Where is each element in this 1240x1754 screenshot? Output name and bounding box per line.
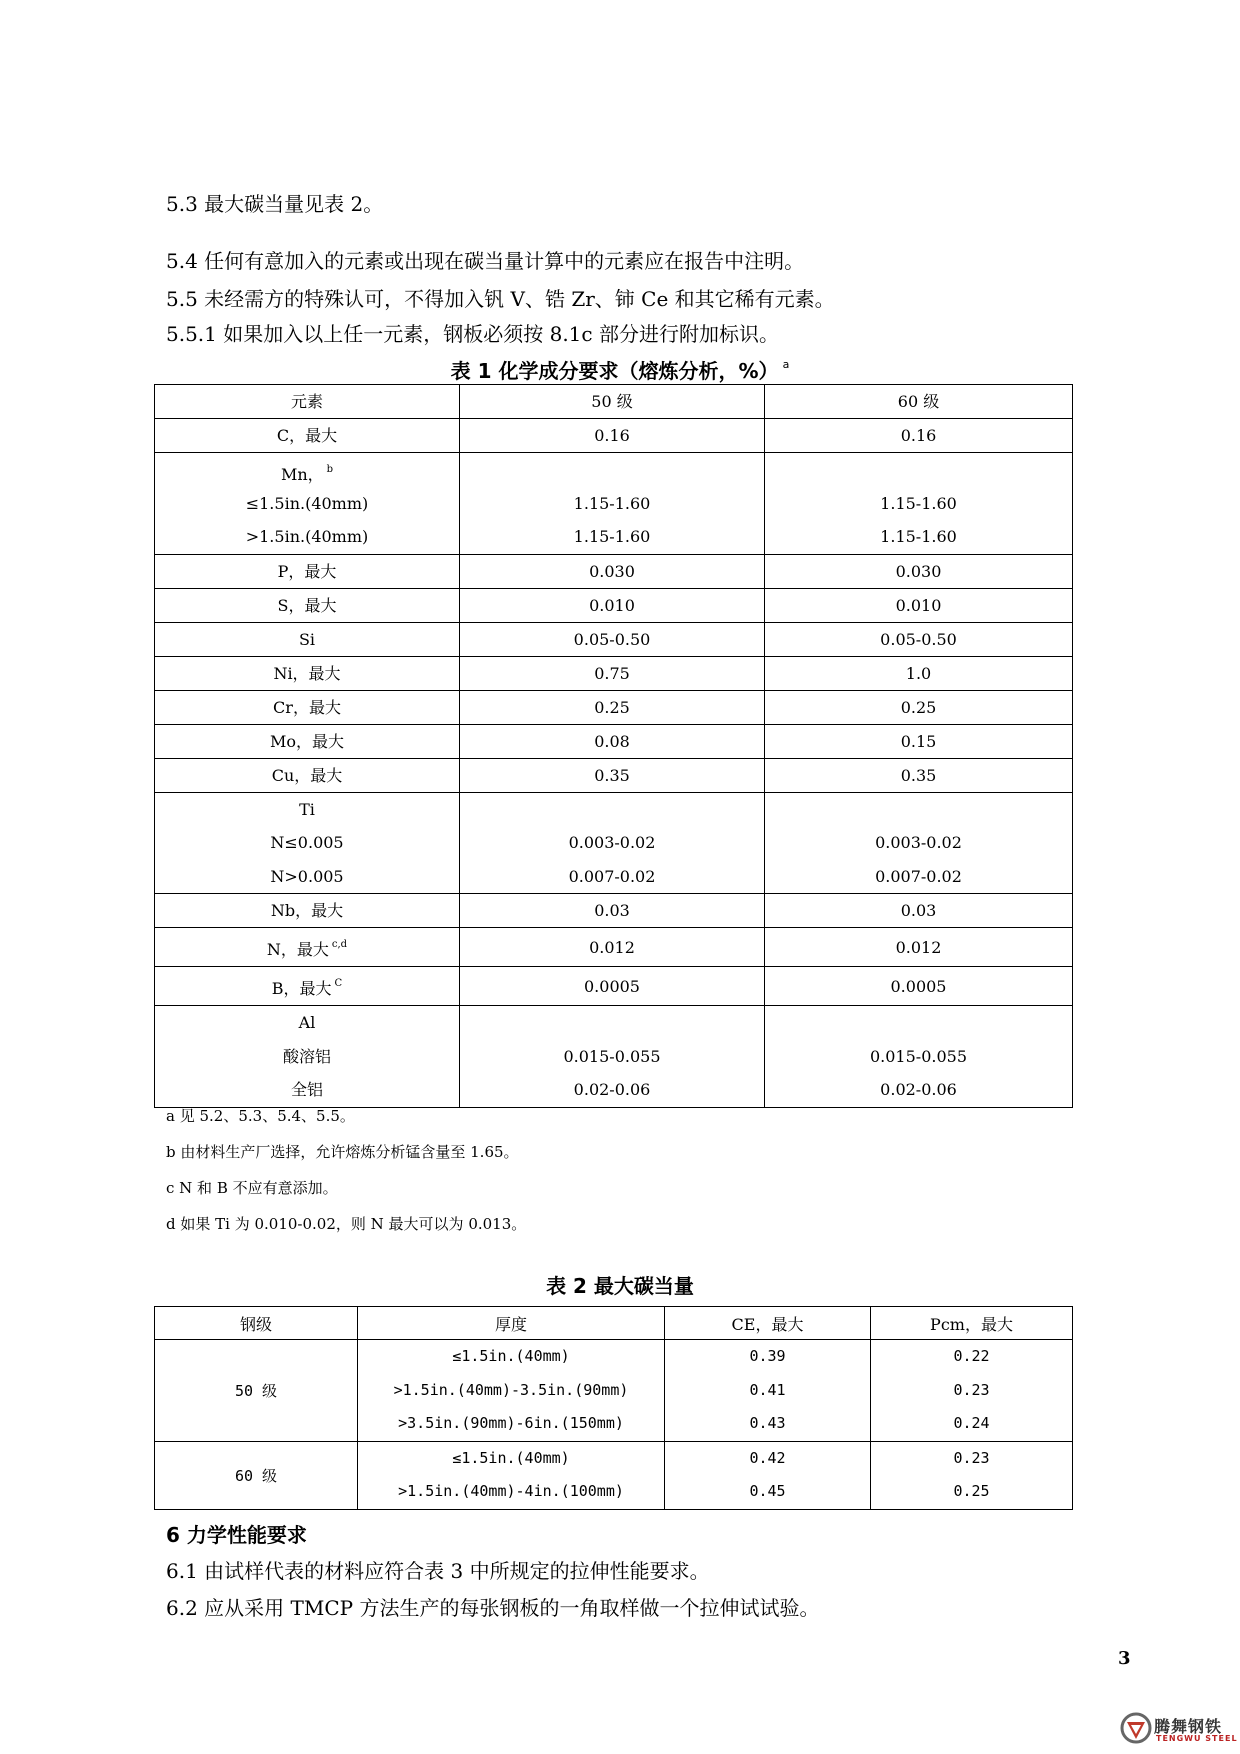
header-grade: 钢级: [155, 1307, 358, 1340]
pcm-cell: [871, 1340, 1073, 1442]
cell-label: C，最大: [155, 419, 460, 453]
table1-caption-sup: a: [782, 358, 790, 371]
cell-value: 0.0005: [460, 967, 765, 1006]
cell-value: 0.25: [765, 690, 1073, 724]
mn-sup: b: [326, 464, 334, 475]
para-6-1: 6.1 由试样代表的材料应符合表 3 中所规定的拉伸性能要求。: [166, 1559, 710, 1583]
ti-sub-2: N>0.005: [270, 866, 344, 886]
header-ce: CE，最大: [665, 1307, 871, 1340]
ti-60-2: 0.007-0.02: [875, 866, 962, 886]
cell-value: 0.012: [460, 928, 765, 967]
cell-label: Ni，最大: [155, 656, 460, 690]
thickness-item: >1.5in.(40mm)-4in.(100mm): [398, 1482, 624, 1500]
ce-value: 0.39: [749, 1347, 786, 1365]
footnote-d: d 如果 Ti 为 0.010-0.02，则 N 最大可以为 0.013。: [166, 1215, 527, 1233]
pcm-cell: [871, 1441, 1073, 1509]
header-grade-60: 60 级: [765, 385, 1073, 419]
cell-value: 0.010: [765, 588, 1073, 622]
b-label-text: B，最大: [271, 979, 332, 998]
cell-value: 0.15: [765, 724, 1073, 758]
table-row-c: [155, 419, 1073, 453]
ti-50-2: 0.007-0.02: [568, 866, 656, 886]
ti-sub-1: N≤0.005: [270, 833, 344, 852]
cell-label: Cr，最大: [155, 690, 460, 724]
n-sup: c,d: [331, 939, 348, 950]
table-row-n: [155, 928, 1073, 967]
table-row-s: [155, 588, 1073, 622]
cell-value: 0.35: [765, 758, 1073, 792]
thickness-item: >1.5in.(40mm)-3.5in.(90mm): [393, 1380, 629, 1399]
cell-label: [155, 453, 460, 555]
cell-label: Si: [155, 622, 460, 656]
thickness-item: >3.5in.(90mm)-6in.(150mm): [398, 1414, 624, 1432]
cell-label: [155, 928, 460, 967]
spacer: [460, 453, 764, 487]
cell-value: 0.012: [765, 928, 1073, 967]
cell-value: 0.03: [765, 894, 1073, 928]
table-row-nb: [155, 894, 1073, 928]
cell-value: 0.05-0.50: [765, 622, 1073, 656]
ce-value: 0.45: [749, 1482, 786, 1500]
cell-value: 0.010: [460, 588, 765, 622]
cell-label: Mo，最大: [155, 724, 460, 758]
para-5-4: 5.4 任何有意加入的元素或出现在碳当量计算中的元素应在报告中注明。: [166, 249, 805, 273]
table-row-cu: [155, 758, 1073, 792]
para-5-5: 5.5 未经需方的特殊认可，不得加入钒 V、锆 Zr、铈 Ce 和其它稀有元素。: [166, 287, 835, 311]
cell-label: Cu，最大: [155, 758, 460, 792]
company-logo: [1120, 1712, 1238, 1748]
cell-value: 1.0: [765, 656, 1073, 690]
mn-label: [155, 453, 459, 487]
al-sub-1: 酸溶铝: [282, 1046, 331, 1066]
thickness-item: ≤1.5in.(40mm): [452, 1448, 570, 1467]
table-header-row: [155, 1307, 1073, 1340]
pcm-value: 0.24: [953, 1414, 990, 1432]
logo-english-name: TENGWU STEEL: [1156, 1734, 1238, 1743]
ti-60-1: 0.003-0.02: [875, 833, 962, 852]
spacer: [765, 793, 1072, 827]
cell-label: [155, 792, 460, 894]
cell-value: [765, 1006, 1073, 1108]
section-6-heading: 6 力学性能要求: [166, 1523, 307, 1547]
cell-label: Nb，最大: [155, 894, 460, 928]
cell-value: [460, 1006, 765, 1108]
cell-value: 0.08: [460, 724, 765, 758]
al-60-1: 0.015-0.055: [869, 1046, 967, 1066]
cell-label: P，最大: [155, 554, 460, 588]
tengwu-logo-icon: [1120, 1712, 1152, 1744]
n-label-text: N，最大: [266, 940, 329, 959]
carbon-equivalent-table: [154, 1306, 1073, 1510]
ti-50-1: 0.003-0.02: [568, 833, 656, 852]
grade-cell: 50 级: [155, 1340, 358, 1442]
table-row-ti: [155, 792, 1073, 894]
table-row-mn: [155, 453, 1073, 555]
cell-value: [765, 453, 1073, 555]
cell-value: 0.03: [460, 894, 765, 928]
cell-value: [460, 792, 765, 894]
cell-value: 0.35: [460, 758, 765, 792]
header-pcm: Pcm，最大: [871, 1307, 1073, 1340]
ce-cell: [665, 1340, 871, 1442]
cell-value: 0.030: [460, 554, 765, 588]
chemical-composition-table: [154, 384, 1073, 1108]
grade-cell: 60 级: [155, 1441, 358, 1509]
table-row-cr: [155, 690, 1073, 724]
mn-60-2: 1.15-1.60: [880, 527, 957, 546]
ce-cell: [665, 1441, 871, 1509]
pcm-value: 0.23: [953, 1380, 990, 1399]
footnote-b: b 由材料生产厂选择，允许熔炼分析锰含量至 1.65。: [166, 1143, 519, 1161]
mn-sub-2: >1.5in.(40mm): [245, 527, 369, 546]
ce-value: 0.42: [749, 1448, 786, 1467]
pcm-value: 0.25: [953, 1482, 990, 1500]
cell-value: [460, 453, 765, 555]
al-50-1: 0.015-0.055: [563, 1046, 661, 1066]
mn-50-2: 1.15-1.60: [573, 527, 651, 546]
cell-value: [765, 792, 1073, 894]
para-6-2: 6.2 应从采用 TMCP 方法生产的每张钢板的一角取样做一个拉伸试试验。: [166, 1596, 820, 1620]
pcm-value: 0.22: [953, 1347, 990, 1365]
cell-label: S，最大: [155, 588, 460, 622]
cell-value: 0.0005: [765, 967, 1073, 1006]
thickness-item: ≤1.5in.(40mm): [452, 1347, 570, 1365]
mn-sub-1: ≤1.5in.(40mm): [245, 493, 369, 513]
cell-value: 0.75: [460, 656, 765, 690]
table1-caption-text: 表 1 化学成分要求（熔炼分析，%）: [450, 359, 779, 383]
header-element: 元素: [155, 385, 460, 419]
spacer: [765, 1006, 1072, 1040]
footnote-c: c N 和 B 不应有意添加。: [166, 1179, 338, 1197]
thickness-cell: [358, 1340, 665, 1442]
b-sup: C: [334, 978, 343, 989]
table2-caption: 表 2 最大碳当量: [546, 1274, 694, 1298]
cell-value: 0.030: [765, 554, 1073, 588]
table-row-si: [155, 622, 1073, 656]
header-grade-50: 50 级: [460, 385, 765, 419]
footnote-a: a 见 5.2、5.3、5.4、5.5。: [166, 1107, 355, 1125]
mn-60-1: 1.15-1.60: [880, 493, 957, 513]
logo-chinese-name: 腾舞钢铁: [1154, 1717, 1223, 1736]
table1-caption: [0, 351, 1240, 385]
para-5-3: 5.3 最大碳当量见表 2。: [166, 192, 384, 216]
table-row-p: [155, 554, 1073, 588]
table-row-mo: [155, 724, 1073, 758]
table-row-ni: [155, 656, 1073, 690]
table-row-b: [155, 967, 1073, 1006]
al-sub-2: 全铝: [290, 1080, 323, 1099]
pcm-value: 0.23: [953, 1448, 990, 1467]
para-5-5-1: 5.5.1 如果加入以上任一元素，钢板必须按 8.1c 部分进行附加标识。: [166, 322, 779, 346]
mn-label-text: Mn，: [280, 465, 324, 484]
cell-value: 0.25: [460, 690, 765, 724]
cell-value: 0.16: [765, 419, 1073, 453]
ti-label: Ti: [299, 799, 315, 819]
cell-label: [155, 967, 460, 1006]
mn-50-1: 1.15-1.60: [573, 493, 651, 513]
al-60-2: 0.02-0.06: [880, 1080, 957, 1099]
al-label: Al: [298, 1013, 316, 1032]
cell-value: 0.16: [460, 419, 765, 453]
ce-value: 0.41: [749, 1380, 786, 1399]
page-number: 3: [1118, 1648, 1131, 1669]
table-header-row: [155, 385, 1073, 419]
table-row-grade-50: [155, 1340, 1073, 1442]
ce-value: 0.43: [749, 1414, 786, 1432]
spacer: [460, 1006, 764, 1040]
al-50-2: 0.02-0.06: [573, 1080, 651, 1099]
thickness-cell: [358, 1441, 665, 1509]
spacer: [460, 793, 764, 827]
cell-value: 0.05-0.50: [460, 622, 765, 656]
header-thickness: 厚度: [358, 1307, 665, 1340]
table-row-al: [155, 1006, 1073, 1108]
table-row-grade-60: [155, 1441, 1073, 1509]
cell-label: [155, 1006, 460, 1108]
spacer: [765, 453, 1072, 487]
